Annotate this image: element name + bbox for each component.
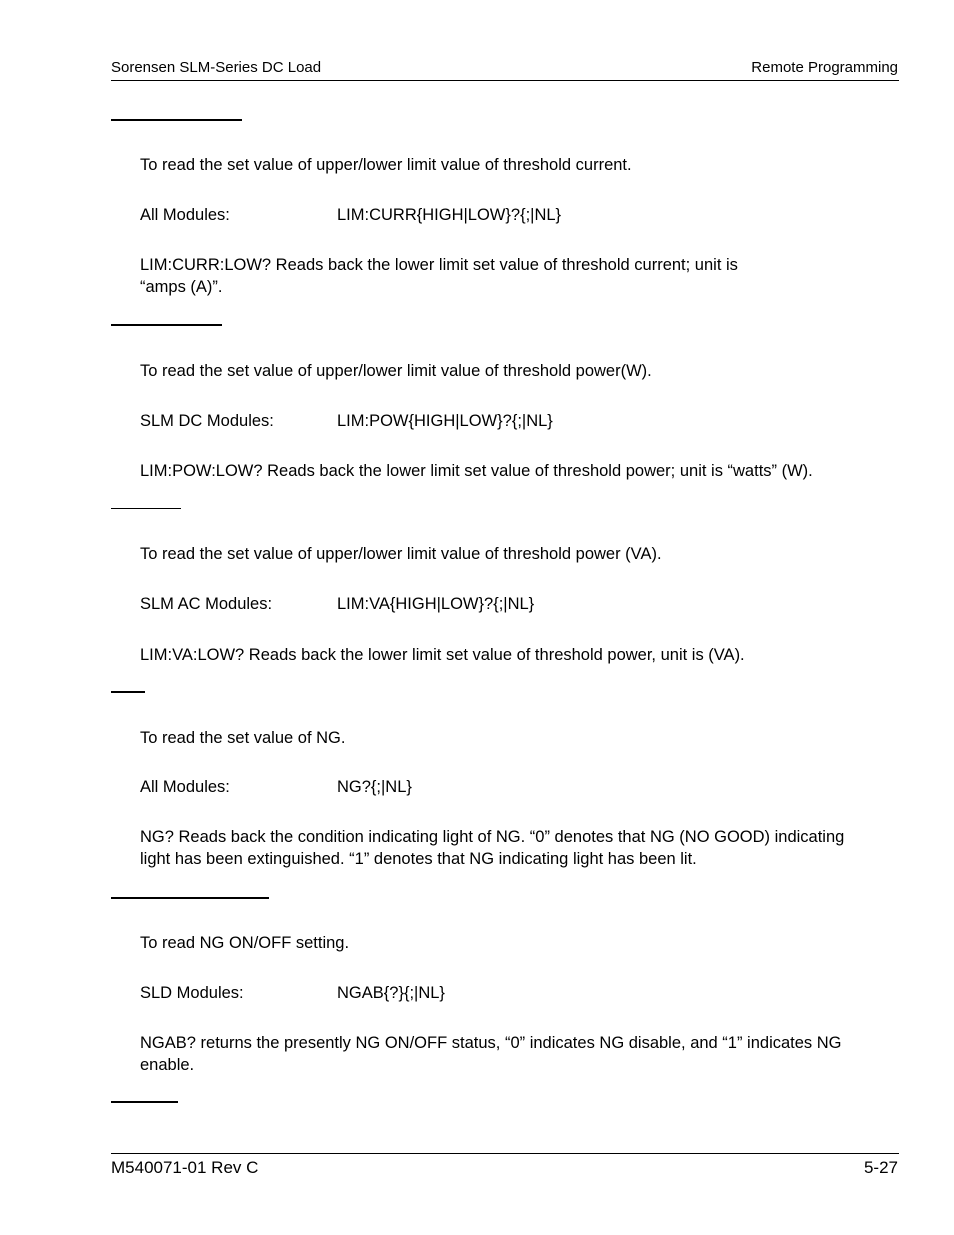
document-number: M540071-01 Rev C (111, 1158, 259, 1177)
modules-label: SLM AC Modules: (140, 595, 273, 613)
header-section: Remote Programming (751, 59, 898, 76)
section-heading-rule (111, 119, 242, 121)
section-description: To read the set value of NG. (140, 729, 346, 747)
modules-label: All Modules: (140, 206, 230, 224)
page-number: 5-27 (863, 1158, 898, 1177)
header-title: Sorensen SLM-Series DC Load (111, 59, 322, 76)
command-syntax: LIM:CURR{HIGH|LOW}?{;|NL} (337, 206, 562, 224)
modules-label: All Modules: (140, 778, 230, 796)
modules-label: SLD Modules: (140, 984, 244, 1002)
footer-rule (111, 1153, 899, 1154)
section-description: To read the set value of upper/lower limit value of threshold power (VA). (140, 545, 662, 563)
modules-label: SLM DC Modules: (140, 412, 274, 430)
section-description: To read NG ON/OFF setting. (140, 934, 350, 952)
section-heading-rule (111, 897, 269, 899)
section-heading-rule (111, 691, 145, 693)
section-heading-rule (111, 508, 181, 509)
section-note-line: LIM:CURR:LOW? Reads back the lower limit set value of threshold current; unit is (140, 256, 738, 274)
section-heading-rule (111, 1101, 178, 1103)
section-note-line: LIM:POW:LOW? Reads back the lower limit set value of threshold power; unit is “watts” (W). (140, 462, 813, 480)
section-note-line: “amps (A)”. (140, 278, 223, 296)
section-note-line: LIM:VA:LOW? Reads back the lower limit set value of threshold power, unit is (VA). (140, 646, 745, 664)
section-description: To read the set value of upper/lower limit value of threshold current. (140, 156, 632, 174)
section-heading-rule (111, 324, 222, 326)
command-syntax: LIM:POW{HIGH|LOW}?{;|NL} (337, 412, 553, 430)
command-syntax: NGAB{?}{;|NL} (337, 984, 445, 1002)
command-syntax: NG?{;|NL} (337, 778, 412, 796)
section-note-line: enable. (140, 1056, 195, 1074)
command-syntax: LIM:VA{HIGH|LOW}?{;|NL} (337, 595, 535, 613)
header-rule (111, 80, 899, 81)
section-note-line: NGAB? returns the presently NG ON/OFF status, “0” indicates NG disable, and “1” indicates NG (140, 1034, 842, 1052)
section-note-line: NG? Reads back the condition indicating light of NG. “0” denotes that NG (NO GOOD) indicating (140, 828, 845, 846)
section-description: To read the set value of upper/lower limit value of threshold power(W). (140, 362, 652, 380)
section-note-line: light has been extinguished. “1” denotes that NG indicating light has been lit. (140, 850, 697, 868)
